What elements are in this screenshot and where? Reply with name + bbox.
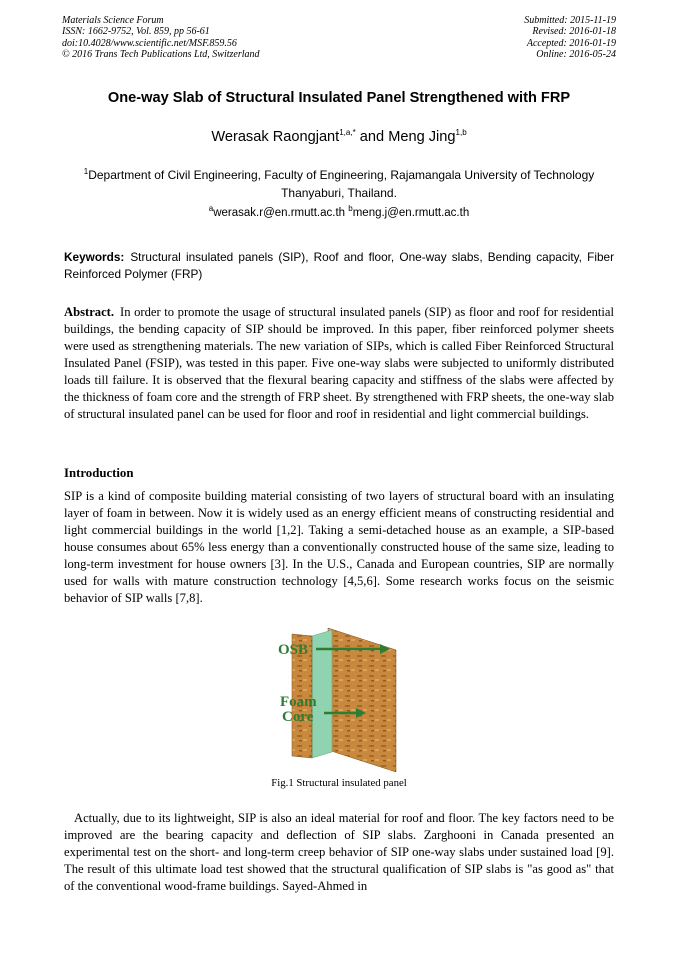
email-b-sup: b [348, 204, 353, 214]
sip-panel-figure [272, 624, 412, 774]
osb-label: OSB [278, 642, 309, 658]
foam-label: Foam [280, 694, 317, 710]
email-a-sup: a [208, 204, 214, 214]
abstract-label: Abstract. [64, 305, 115, 319]
author-emails [62, 204, 616, 219]
journal-name: Materials Science Forum [62, 15, 164, 26]
author-2-sup: 1,b [455, 128, 467, 138]
author-and: and [359, 129, 385, 145]
affiliation-sup: 1 [83, 167, 89, 176]
page-header [62, 15, 616, 61]
keywords-text: Structural insulated panels (SIP), Roof and floor, One-way slabs, Bending capacity, Fiber Reinforced Polymer (FRP) [64, 250, 614, 281]
journal-copyright: © 2016 Trans Tech Publications Ltd, Switzerland [62, 49, 260, 61]
keywords-label: Keywords: [64, 250, 125, 264]
author-line [40, 129, 638, 145]
journal-doi: doi:10.4028/www.scientific.net/MSF.859.56 [62, 37, 237, 49]
author-2-name: Meng Jing [388, 129, 456, 145]
introduction-text: SIP is a kind of composite building material consisting of two layers of structural board with an insulating layer of foam in between. Now it is widely used as an energy efficient means of constructing residential and light commercial buildings in the world [1,2]. Taking a semi-detached house as an example, a SIP-based house consumes about 65% less energy than a conventionally constructed house of the same size, leading to long-term investment for house owners [3]. In the U.S., Canada and European countries, SIP are normally used for walls with mature construction technology [4,5,6]. Some research works focus on the seismic behavior of SIP walls [7,8]. [64, 489, 614, 605]
affiliation-text: Department of Civil Engineering, Faculty of Engineering, Rajamangala University of Technology Thanyaburi, Thailand. [88, 168, 595, 200]
core-label: Core [282, 709, 314, 725]
journal-issn: ISSN: 1662-9752, Vol. 859, pp 56-61 [62, 26, 210, 38]
introduction-heading: Introduction [64, 466, 134, 480]
author-1-sup: 1,a,* [339, 128, 356, 138]
date-submitted: Submitted: 2015-11-19 [524, 15, 616, 26]
date-accepted: Accepted: 2016-01-19 [526, 37, 616, 49]
figure-caption: Fig.1 Structural insulated panel [271, 777, 407, 789]
submission-dates [524, 15, 616, 61]
paper-title: One-way Slab of Structural Insulated Panel Strengthened with FRP [107, 90, 571, 106]
abstract [64, 304, 614, 423]
journal-info [62, 15, 260, 61]
keywords [64, 249, 614, 282]
author-1-name: Werasak Raongjant [211, 129, 340, 145]
date-online: Online: 2016-05-24 [536, 49, 616, 61]
date-revised: Revised: 2016-01-18 [532, 26, 616, 38]
email-a: werasak.r@en.rmutt.ac.th [213, 207, 346, 219]
affiliation [62, 166, 616, 202]
body-paragraph-2: Actually, due to its lightweight, SIP is also an ideal material for roof and floor. The key factors need to be improved are the bearing capacity and deflection of SIP slabs. Zarghooni in Canada presented an experimental test on the short- and long-term creep behavior of SIP one-way slabs under sustained load [9]. The result of this ultimate load test showed that the structural qualification of SIP slabs is "as good as" that of the conventional wood-frame buildings. Sayed-Ahmed in [64, 811, 614, 893]
abstract-text: In order to promote the usage of structural insulated panels (SIP) as floor and roof for residential buildings, the bending capacity of SIP should be improved. In this paper, fiber reinforced polymer sheets were used as strengthening materials. The new variation of SIPs, which is called Fiber Reinforced Structural Insulated Panel (FSIP), was tested in this paper. Five one-way slabs were subjected to uniformly distributed loads till failure. It is observed that the flexural bearing capacity and stiffness of the slabs were affected by the thickness of foam core and the strength of FRP sheet. By strengthened with FRP sheets, the one-way slab of structural insulated panel can be used for floor and roof in residential and light commercial buildings. [64, 305, 614, 421]
email-b: meng.j@en.rmutt.ac.th [352, 207, 470, 219]
